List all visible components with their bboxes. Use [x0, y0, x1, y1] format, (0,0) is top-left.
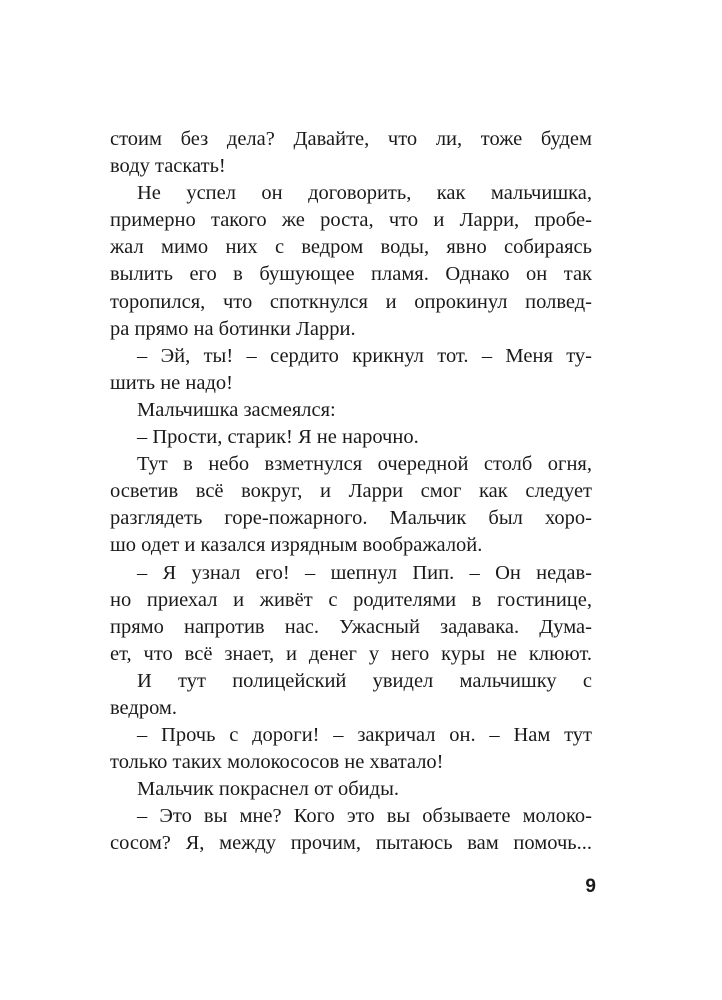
text-line: но приехал и живёт с родителями в гостинице, — [110, 588, 592, 611]
text-line: разглядеть горе-пожарного. Мальчик был хоро- — [110, 507, 592, 530]
text-line: воду таскать! — [110, 155, 226, 178]
text-line: только таких молокососов не хватало! — [110, 751, 444, 774]
page-number: 9 — [585, 876, 596, 897]
text-line: сосом? Я, между прочим, пытаюсь вам помочь... — [110, 832, 592, 855]
body-text — [110, 126, 592, 858]
text-line: – Прочь с дороги! – закричал он. – Нам тут — [137, 724, 592, 747]
text-line: ведром. — [110, 696, 178, 719]
text-line: торопился, что споткнулся и опрокинул полвед- — [110, 290, 592, 313]
text-line: И тут полицейский увидел мальчишку с — [137, 669, 592, 692]
text-line: – Это вы мне? Кого это вы обзываете молоко- — [137, 805, 592, 828]
text-line: шить не надо! — [110, 371, 233, 394]
text-line: стоим без дела? Давайте, что ли, тоже будем — [110, 128, 592, 150]
text-line: примерно такого же роста, что и Ларри, пробе- — [110, 209, 592, 232]
text-line: Мальчишка засмеялся: — [137, 398, 336, 421]
text-line: – Эй, ты! – сердито крикнул тот. – Меня ту- — [137, 344, 592, 367]
text-line: Не успел он договорить, как мальчишка, — [137, 182, 592, 205]
text-line: Мальчик покраснел от обиды. — [137, 778, 399, 801]
text-line: – Прости, старик! Я не нарочно. — [137, 426, 419, 449]
text-line: осветив всё вокруг, и Ларри смог как следует — [110, 480, 592, 503]
text-line: прямо напротив нас. Ужасный задавака. Дума- — [110, 615, 592, 638]
text-line: шо одет и казался изрядным воображалой. — [110, 534, 483, 557]
text-line: – Я узнал его! – шепнул Пип. – Он недав- — [137, 561, 592, 584]
text-line: Тут в небо взметнулся очередной столб огня, — [137, 453, 592, 476]
text-line: ет, что всё знает, и денег у него куры не клюют. — [110, 642, 592, 665]
text-line: ра прямо на ботинки Ларри. — [110, 317, 356, 340]
text-line: жал мимо них с ведром воды, явно собираясь — [110, 236, 592, 259]
text-line: вылить его в бушующее пламя. Однако он так — [110, 263, 592, 286]
